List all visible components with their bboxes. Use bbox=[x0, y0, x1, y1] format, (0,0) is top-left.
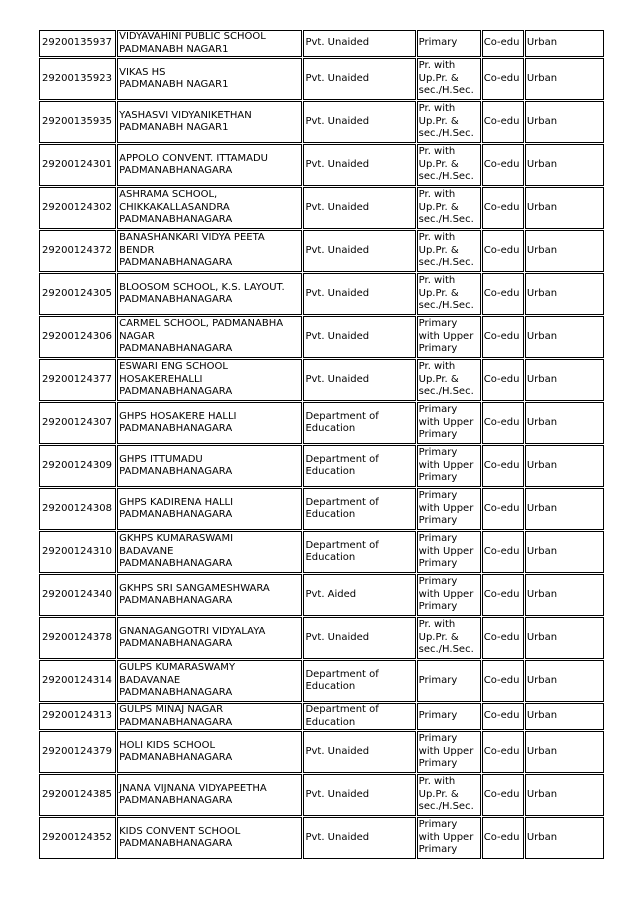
category-cell bbox=[417, 359, 481, 401]
management-cell bbox=[303, 101, 415, 143]
table-row bbox=[39, 703, 604, 730]
management-cell-line: Education bbox=[305, 423, 356, 434]
school-name-cell bbox=[117, 445, 302, 487]
school-name-cell bbox=[117, 359, 302, 401]
school-name-cell-line: GULPS MINAJ NAGAR bbox=[119, 704, 224, 715]
category-cell bbox=[417, 817, 481, 859]
category-cell-line: sec./H.Sec. bbox=[418, 171, 474, 183]
category-cell bbox=[417, 731, 481, 773]
category-cell bbox=[417, 402, 481, 444]
management-cell-line: Department of bbox=[305, 704, 379, 715]
category-cell bbox=[417, 531, 481, 573]
table-row bbox=[39, 617, 604, 659]
management-cell-line: Pvt. Unaided bbox=[305, 631, 370, 643]
school-type-cell: Co-edu bbox=[482, 731, 524, 773]
area-cell: Urban bbox=[525, 230, 604, 272]
management-cell-line: Department of bbox=[305, 668, 379, 680]
category-cell-line: Pr. with bbox=[418, 189, 456, 201]
school-name-cell bbox=[117, 144, 302, 186]
school-code-cell: 29200135923 bbox=[39, 58, 116, 100]
category-cell-line: Up.Pr. & bbox=[418, 373, 459, 385]
school-type-cell: Co-edu bbox=[482, 359, 524, 401]
category-cell-line: Up.Pr. & bbox=[418, 201, 459, 213]
table-row bbox=[39, 531, 604, 573]
school-code-cell: 29200135935 bbox=[39, 101, 116, 143]
school-name-cell-line: PADMANABHANAGARA bbox=[119, 214, 233, 226]
category-cell-line: Primary bbox=[418, 533, 458, 545]
school-code-cell: 29200124340 bbox=[39, 574, 116, 616]
school-code-cell: 29200124377 bbox=[39, 359, 116, 401]
category-cell-line: with Upper bbox=[418, 545, 474, 557]
school-name-cell-line: HOLI KIDS SCHOOL bbox=[119, 739, 216, 751]
category-cell-line: Primary bbox=[418, 318, 458, 330]
school-name-cell-line: JNANA VIJNANA VIDYAPEETHA bbox=[119, 782, 267, 794]
school-name-cell-line: PADMANABH NAGAR1 bbox=[119, 43, 229, 55]
school-type-cell: Co-edu bbox=[482, 574, 524, 616]
category-cell bbox=[417, 703, 481, 730]
school-name-cell bbox=[117, 817, 302, 859]
management-cell-line: Pvt. Unaided bbox=[305, 37, 370, 49]
school-name-cell bbox=[117, 774, 302, 816]
area-cell: Urban bbox=[525, 703, 604, 730]
school-name-cell-line: GNANAGANGOTRI VIDYALAYA bbox=[119, 625, 266, 637]
management-cell bbox=[303, 144, 415, 186]
table-row bbox=[39, 273, 604, 315]
school-name-cell-line: PADMANABHANAGARA bbox=[119, 294, 233, 305]
table-row bbox=[39, 30, 604, 57]
area-cell: Urban bbox=[525, 273, 604, 315]
school-name-cell bbox=[117, 230, 302, 272]
management-cell-line: Department of bbox=[305, 496, 379, 508]
category-cell-line: Up.Pr. & bbox=[418, 158, 459, 170]
school-name-cell bbox=[117, 574, 302, 616]
management-cell-line: Pvt. Unaided bbox=[305, 788, 370, 800]
category-cell-line: with Upper bbox=[418, 459, 474, 471]
school-name-cell bbox=[117, 660, 302, 702]
category-cell-line: Pr. with bbox=[418, 275, 456, 287]
school-name-cell-line: VIKAS HS bbox=[119, 66, 166, 78]
area-cell: Urban bbox=[525, 58, 604, 100]
category-cell bbox=[417, 774, 481, 816]
category-cell-line: sec./H.Sec. bbox=[418, 801, 474, 813]
school-name-cell bbox=[117, 531, 302, 573]
school-code-cell: 29200124314 bbox=[39, 660, 116, 702]
management-cell bbox=[303, 731, 415, 773]
area-cell: Urban bbox=[525, 402, 604, 444]
school-name-cell-line: ASHRAMA SCHOOL, bbox=[119, 189, 218, 201]
school-name-cell-line: PADMANABHANAGARA bbox=[119, 165, 233, 176]
category-cell-line: Primary bbox=[418, 447, 458, 459]
school-name-cell-line: KIDS CONVENT SCHOOL bbox=[119, 825, 241, 837]
table-row bbox=[39, 774, 604, 816]
management-cell bbox=[303, 817, 415, 859]
table-row bbox=[39, 574, 604, 616]
management-cell bbox=[303, 703, 415, 730]
category-cell-line: with Upper bbox=[418, 330, 474, 342]
category-cell-line: Primary bbox=[418, 758, 458, 770]
area-cell: Urban bbox=[525, 617, 604, 659]
school-name-cell bbox=[117, 316, 302, 358]
category-cell bbox=[417, 574, 481, 616]
table-row bbox=[39, 144, 604, 186]
category-cell-line: sec./H.Sec. bbox=[418, 128, 474, 140]
management-cell bbox=[303, 30, 415, 57]
school-name-cell-line: BLOOSOM SCHOOL, K.S. LAYOUT. bbox=[119, 281, 285, 293]
management-cell-line: Pvt. Unaided bbox=[305, 745, 370, 757]
category-cell-line: Primary bbox=[418, 490, 458, 502]
school-type-cell: Co-edu bbox=[482, 703, 524, 730]
school-code-cell: 29200124310 bbox=[39, 531, 116, 573]
category-cell-line: Primary bbox=[418, 404, 458, 416]
category-cell-line: Pr. with bbox=[418, 619, 456, 631]
school-type-cell: Co-edu bbox=[482, 230, 524, 272]
school-name-cell-line: PADMANABHANAGARA bbox=[119, 343, 233, 355]
category-cell-line: Primary bbox=[418, 601, 458, 613]
school-name-cell-line: PADMANABHANAGARA bbox=[119, 423, 233, 434]
school-name-cell-line: BENDR bbox=[119, 244, 155, 256]
category-cell bbox=[417, 101, 481, 143]
category-cell-line: Primary bbox=[418, 819, 458, 831]
category-cell bbox=[417, 30, 481, 57]
table-row bbox=[39, 731, 604, 773]
area-cell: Urban bbox=[525, 30, 604, 57]
management-cell bbox=[303, 774, 415, 816]
table-row bbox=[39, 402, 604, 444]
management-cell bbox=[303, 230, 415, 272]
management-cell bbox=[303, 187, 415, 229]
management-cell-line: Pvt. Unaided bbox=[305, 72, 370, 84]
school-name-cell-line: PADMANABHANAGARA bbox=[119, 795, 233, 806]
school-type-cell: Co-edu bbox=[482, 144, 524, 186]
management-cell-line: Education bbox=[305, 509, 356, 520]
school-name-cell bbox=[117, 731, 302, 773]
management-cell bbox=[303, 488, 415, 530]
management-cell-line: Pvt. Aided bbox=[305, 588, 357, 600]
category-cell-line: Up.Pr. & bbox=[418, 115, 459, 127]
school-name-cell-line: PADMANABH NAGAR1 bbox=[119, 79, 229, 90]
management-cell bbox=[303, 402, 415, 444]
school-type-cell: Co-edu bbox=[482, 817, 524, 859]
area-cell: Urban bbox=[525, 187, 604, 229]
school-type-cell: Co-edu bbox=[482, 617, 524, 659]
school-name-cell-line: PADMANABHANAGARA bbox=[119, 687, 233, 699]
school-table-body bbox=[39, 30, 604, 859]
area-cell: Urban bbox=[525, 488, 604, 530]
category-cell-line: with Upper bbox=[418, 416, 474, 428]
school-name-cell-line: PADMANABHANAGARA bbox=[119, 838, 233, 849]
category-cell-line: with Upper bbox=[418, 745, 474, 757]
school-name-cell-line: GKHPS SRI SANGAMESHWARA bbox=[119, 582, 270, 594]
management-cell-line: Pvt. Unaided bbox=[305, 115, 370, 127]
school-name-cell bbox=[117, 30, 302, 57]
category-cell-line: Primary bbox=[418, 472, 458, 484]
category-cell-line: Up.Pr. & bbox=[418, 631, 459, 643]
school-name-cell-line: APPOLO CONVENT. ITTAMADU bbox=[119, 152, 268, 164]
category-cell-line: with Upper bbox=[418, 588, 474, 600]
category-cell-line: Pr. with bbox=[418, 232, 456, 244]
management-cell-line: Education bbox=[305, 552, 356, 563]
school-name-cell-line: CARMEL SCHOOL, PADMANABHA bbox=[119, 318, 284, 330]
management-cell-line: Pvt. Unaided bbox=[305, 330, 370, 342]
school-name-cell-line: PADMANABHANAGARA bbox=[119, 509, 233, 520]
school-code-cell: 29200124305 bbox=[39, 273, 116, 315]
school-type-cell: Co-edu bbox=[482, 58, 524, 100]
school-name-cell-line: GKHPS KUMARASWAMI bbox=[119, 533, 234, 545]
table-row bbox=[39, 359, 604, 401]
category-cell-line: Primary bbox=[418, 343, 458, 355]
category-cell bbox=[417, 58, 481, 100]
school-code-cell: 29200124378 bbox=[39, 617, 116, 659]
school-name-cell bbox=[117, 488, 302, 530]
school-type-cell: Co-edu bbox=[482, 660, 524, 702]
management-cell-line: Department of bbox=[305, 410, 379, 422]
category-cell-line: Up.Pr. & bbox=[418, 788, 459, 800]
school-name-cell-line: PADMANABHANAGARA bbox=[119, 595, 233, 606]
category-cell-line: sec./H.Sec. bbox=[418, 386, 474, 398]
area-cell: Urban bbox=[525, 531, 604, 573]
school-name-cell-line: GHPS KADIRENA HALLI bbox=[119, 496, 234, 508]
category-cell-line: Primary bbox=[418, 710, 458, 722]
school-type-cell: Co-edu bbox=[482, 402, 524, 444]
category-cell-line: Up.Pr. & bbox=[418, 72, 459, 84]
category-cell-line: sec./H.Sec. bbox=[418, 300, 474, 312]
category-cell-line: Primary bbox=[418, 37, 458, 49]
category-cell bbox=[417, 617, 481, 659]
category-cell-line: Pr. with bbox=[418, 776, 456, 788]
category-cell bbox=[417, 230, 481, 272]
management-cell-line: Department of bbox=[305, 453, 379, 465]
school-code-cell: 29200124301 bbox=[39, 144, 116, 186]
area-cell: Urban bbox=[525, 817, 604, 859]
school-type-cell: Co-edu bbox=[482, 187, 524, 229]
school-code-cell: 29200124352 bbox=[39, 817, 116, 859]
category-cell-line: sec./H.Sec. bbox=[418, 644, 474, 656]
school-code-cell: 29200124313 bbox=[39, 703, 116, 730]
area-cell: Urban bbox=[525, 144, 604, 186]
category-cell-line: Primary bbox=[418, 429, 458, 441]
category-cell-line: Primary bbox=[418, 733, 458, 745]
category-cell-line: with Upper bbox=[418, 502, 474, 514]
school-name-cell bbox=[117, 617, 302, 659]
category-cell bbox=[417, 187, 481, 229]
category-cell-line: Primary bbox=[418, 515, 458, 527]
school-name-cell bbox=[117, 703, 302, 730]
school-type-cell: Co-edu bbox=[482, 30, 524, 57]
management-cell-line: Pvt. Unaided bbox=[305, 373, 370, 385]
category-cell-line: Pr. with bbox=[418, 146, 456, 158]
table-row bbox=[39, 817, 604, 859]
table-row bbox=[39, 101, 604, 143]
management-cell bbox=[303, 660, 415, 702]
category-cell-line: Primary bbox=[418, 558, 458, 570]
management-cell-line: Pvt. Unaided bbox=[305, 831, 370, 843]
table-row bbox=[39, 187, 604, 229]
school-code-cell: 29200124385 bbox=[39, 774, 116, 816]
category-cell-line: Up.Pr. & bbox=[418, 287, 459, 299]
school-name-cell-line: PADMANABHANAGARA bbox=[119, 716, 233, 728]
school-name-cell-line: YASHASVI VIDYANIKETHAN bbox=[119, 109, 252, 121]
school-name-cell-line: GHPS HOSAKERE HALLI bbox=[119, 410, 237, 422]
school-name-cell-line: PADMANABH NAGAR1 bbox=[119, 122, 229, 133]
management-cell bbox=[303, 445, 415, 487]
school-name-cell bbox=[117, 402, 302, 444]
category-cell-line: with Upper bbox=[418, 831, 474, 843]
area-cell: Urban bbox=[525, 774, 604, 816]
school-name-cell-line: PADMANABHANAGARA bbox=[119, 638, 233, 649]
category-cell-line: Pr. with bbox=[418, 103, 456, 115]
management-cell bbox=[303, 531, 415, 573]
area-cell: Urban bbox=[525, 316, 604, 358]
management-cell-line: Department of bbox=[305, 539, 379, 551]
school-code-cell: 29200124379 bbox=[39, 731, 116, 773]
school-type-cell: Co-edu bbox=[482, 273, 524, 315]
category-cell-line: Primary bbox=[418, 576, 458, 588]
school-name-cell bbox=[117, 101, 302, 143]
management-cell bbox=[303, 316, 415, 358]
management-cell-line: Pvt. Unaided bbox=[305, 287, 370, 299]
category-cell-line: sec./H.Sec. bbox=[418, 85, 474, 97]
school-name-cell-line: VIDYAVAHINI PUBLIC SCHOOL bbox=[119, 31, 266, 42]
management-cell-line: Education bbox=[305, 466, 356, 477]
table-row bbox=[39, 230, 604, 272]
school-type-cell: Co-edu bbox=[482, 488, 524, 530]
area-cell: Urban bbox=[525, 731, 604, 773]
school-type-cell: Co-edu bbox=[482, 774, 524, 816]
school-name-cell-line: GHPS ITTUMADU bbox=[119, 453, 203, 465]
table-row bbox=[39, 445, 604, 487]
school-table bbox=[38, 29, 605, 860]
school-type-cell: Co-edu bbox=[482, 531, 524, 573]
table-row bbox=[39, 660, 604, 702]
school-name-cell-line: PADMANABHANAGARA bbox=[119, 466, 233, 477]
management-cell-line: Pvt. Unaided bbox=[305, 244, 370, 256]
category-cell bbox=[417, 273, 481, 315]
category-cell bbox=[417, 488, 481, 530]
school-name-cell-line: BADAVANAE bbox=[119, 674, 181, 686]
table-row bbox=[39, 488, 604, 530]
category-cell-line: Up.Pr. & bbox=[418, 244, 459, 256]
area-cell: Urban bbox=[525, 101, 604, 143]
category-cell-line: Primary bbox=[418, 674, 458, 686]
school-code-cell: 29200124307 bbox=[39, 402, 116, 444]
school-code-cell: 29200124309 bbox=[39, 445, 116, 487]
category-cell bbox=[417, 445, 481, 487]
table-row bbox=[39, 316, 604, 358]
school-name-cell-line: PADMANABHANAGARA bbox=[119, 752, 233, 763]
school-name-cell-line: HOSAKEREHALLI bbox=[119, 373, 203, 385]
school-type-cell: Co-edu bbox=[482, 316, 524, 358]
school-name-cell-line: BANASHANKARI VIDYA PEETA bbox=[119, 232, 265, 244]
school-name-cell-line: PADMANABHANAGARA bbox=[119, 386, 233, 398]
school-code-cell: 29200124372 bbox=[39, 230, 116, 272]
school-name-cell-line: GULPS KUMARASWAMY bbox=[119, 662, 236, 674]
table-row bbox=[39, 58, 604, 100]
area-cell: Urban bbox=[525, 445, 604, 487]
school-name-cell bbox=[117, 58, 302, 100]
management-cell bbox=[303, 617, 415, 659]
school-name-cell-line: NAGAR bbox=[119, 330, 155, 342]
management-cell-line: Education bbox=[305, 716, 356, 728]
school-name-cell bbox=[117, 187, 302, 229]
school-type-cell: Co-edu bbox=[482, 101, 524, 143]
area-cell: Urban bbox=[525, 359, 604, 401]
management-cell bbox=[303, 273, 415, 315]
category-cell-line: sec./H.Sec. bbox=[418, 257, 474, 269]
category-cell-line: Pr. with bbox=[418, 361, 456, 373]
management-cell-line: Pvt. Unaided bbox=[305, 201, 370, 213]
school-name-cell-line: PADMANABHANAGARA bbox=[119, 257, 233, 269]
school-name-cell bbox=[117, 273, 302, 315]
school-name-cell-line: ESWARI ENG SCHOOL bbox=[119, 361, 228, 373]
school-type-cell: Co-edu bbox=[482, 445, 524, 487]
school-code-cell: 29200124306 bbox=[39, 316, 116, 358]
category-cell bbox=[417, 660, 481, 702]
category-cell bbox=[417, 316, 481, 358]
category-cell-line: Primary bbox=[418, 844, 458, 856]
area-cell: Urban bbox=[525, 660, 604, 702]
management-cell bbox=[303, 359, 415, 401]
category-cell-line: sec./H.Sec. bbox=[418, 214, 474, 226]
management-cell-line: Pvt. Unaided bbox=[305, 158, 370, 170]
school-code-cell: 29200124302 bbox=[39, 187, 116, 229]
area-cell: Urban bbox=[525, 574, 604, 616]
management-cell bbox=[303, 574, 415, 616]
school-code-cell: 29200135937 bbox=[39, 30, 116, 57]
category-cell-line: Pr. with bbox=[418, 60, 456, 72]
category-cell bbox=[417, 144, 481, 186]
school-name-cell-line: BADAVANE bbox=[119, 545, 174, 557]
management-cell bbox=[303, 58, 415, 100]
school-code-cell: 29200124308 bbox=[39, 488, 116, 530]
school-name-cell-line: CHIKKAKALLASANDRA bbox=[119, 201, 230, 213]
school-name-cell-line: PADMANABHANAGARA bbox=[119, 558, 233, 570]
management-cell-line: Education bbox=[305, 681, 356, 692]
